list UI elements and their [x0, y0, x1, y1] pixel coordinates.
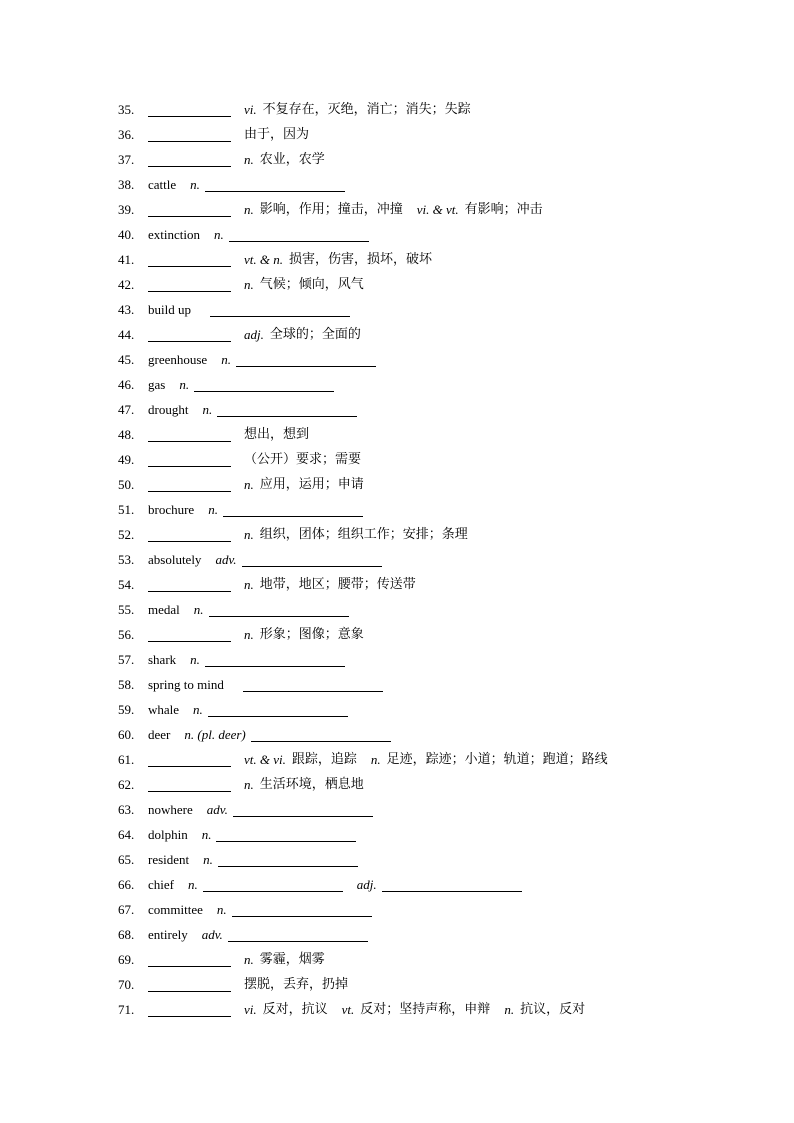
part-of-speech: n. — [244, 277, 254, 292]
item-number: 52. — [118, 527, 135, 542]
item-number: 67. — [118, 902, 135, 917]
part-of-speech: n. — [187, 877, 198, 892]
answer-blank[interactable] — [233, 802, 373, 817]
item-number: 63. — [118, 802, 135, 817]
part-of-speech: adv. — [201, 927, 223, 942]
answer-blank[interactable] — [148, 102, 231, 117]
part-of-speech: n. — [208, 502, 218, 517]
item-number: 61. — [118, 752, 135, 767]
english-word: entirely — [148, 927, 188, 942]
meaning-2: 足迹，踪迹；小道；轨道；跑道；路线 — [386, 752, 608, 767]
vocab-item — [118, 772, 758, 797]
part-of-speech: n. — [244, 952, 254, 967]
item-number: 69. — [118, 952, 135, 967]
item-number: 55. — [118, 602, 135, 617]
english-word: gas — [148, 377, 166, 392]
english-word: absolutely — [148, 552, 202, 567]
vocab-item — [118, 572, 758, 597]
part-of-speech: n. — [179, 377, 190, 392]
vocab-item — [118, 422, 758, 447]
vocab-item — [118, 647, 758, 672]
part-of-speech: n. — [244, 627, 254, 642]
item-number: 36. — [118, 127, 135, 142]
answer-blank[interactable] — [243, 677, 383, 692]
item-number: 41. — [118, 252, 135, 267]
vocab-item — [118, 97, 758, 122]
part-of-speech: n. — [244, 577, 254, 592]
answer-blank[interactable] — [228, 927, 368, 942]
answer-blank[interactable] — [148, 527, 231, 542]
vocab-item — [118, 497, 758, 522]
answer-blank[interactable] — [148, 952, 231, 967]
vocab-item — [118, 797, 758, 822]
english-word: whale — [148, 702, 180, 717]
vocab-item — [118, 822, 758, 847]
item-number: 60. — [118, 727, 135, 742]
meaning-3: 抗议，反对 — [520, 1002, 586, 1017]
english-word: nowhere — [148, 802, 193, 817]
vocab-item — [118, 372, 758, 397]
answer-blank[interactable] — [218, 852, 358, 867]
english-word: dolphin — [148, 827, 188, 842]
item-number: 70. — [118, 977, 135, 992]
english-word: spring to mind — [148, 677, 224, 692]
item-number: 45. — [118, 352, 135, 367]
item-number: 49. — [118, 452, 135, 467]
vocab-item — [118, 522, 758, 547]
item-number: 37. — [118, 152, 135, 167]
part-of-speech-2: adj. — [356, 877, 377, 892]
answer-blank[interactable] — [216, 827, 356, 842]
vocab-item — [118, 697, 758, 722]
item-number: 38. — [118, 177, 135, 192]
item-number: 53. — [118, 552, 135, 567]
meaning: 雾霾，烟雾 — [259, 952, 325, 967]
answer-blank[interactable] — [229, 227, 369, 242]
part-of-speech: n. — [203, 852, 213, 867]
vocab-item — [118, 172, 758, 197]
part-of-speech: adv. — [215, 552, 237, 567]
part-of-speech: vt. & n. — [244, 252, 283, 267]
part-of-speech: n. (pl. deer) — [184, 727, 246, 742]
english-word: chief — [148, 877, 174, 892]
english-word: greenhouse — [148, 352, 208, 367]
meaning: 组织，团体；组织工作；安排；条理 — [259, 527, 468, 542]
meaning: 反对，抗议 — [262, 1002, 328, 1017]
meaning: （公开）要求；需要 — [244, 452, 362, 467]
part-of-speech: n. — [244, 777, 254, 792]
part-of-speech: n. — [193, 702, 203, 717]
part-of-speech: n. — [244, 527, 254, 542]
part-of-speech: n. — [244, 202, 254, 217]
part-of-speech-3: n. — [504, 1002, 515, 1017]
answer-blank[interactable] — [205, 652, 345, 667]
part-of-speech-2: n. — [370, 752, 381, 767]
vocab-item — [118, 622, 758, 647]
meaning: 农业，农学 — [259, 152, 325, 167]
vocab-item — [118, 847, 758, 872]
english-word: deer — [148, 727, 171, 742]
vocab-item — [118, 322, 758, 347]
part-of-speech: n. — [202, 402, 213, 417]
meaning: 影响，作用；撞击，冲撞 — [259, 202, 403, 217]
meaning-2: 反对；坚持声称，申辩 — [360, 1002, 491, 1017]
item-number: 65. — [118, 852, 135, 867]
english-word: build up — [148, 302, 191, 317]
part-of-speech: n. — [244, 152, 254, 167]
answer-blank[interactable] — [236, 352, 376, 367]
vocab-item — [118, 597, 758, 622]
item-number: 40. — [118, 227, 135, 242]
english-word: resident — [148, 852, 190, 867]
answer-blank[interactable] — [203, 877, 343, 892]
answer-blank[interactable] — [251, 727, 391, 742]
answer-blank[interactable] — [148, 252, 231, 267]
vocab-item — [118, 672, 758, 697]
meaning: 形象；图像；意象 — [259, 627, 364, 642]
part-of-speech-2: vt. — [341, 1002, 355, 1017]
item-number: 56. — [118, 627, 135, 642]
item-number: 68. — [118, 927, 135, 942]
item-number: 47. — [118, 402, 135, 417]
vocab-item — [118, 872, 758, 897]
part-of-speech: adj. — [244, 327, 264, 342]
vocab-item — [118, 747, 758, 772]
item-number: 46. — [118, 377, 135, 392]
meaning: 由于，因为 — [244, 127, 310, 142]
english-word: brochure — [148, 502, 195, 517]
item-number: 43. — [118, 302, 135, 317]
part-of-speech: n. — [190, 652, 200, 667]
meaning: 想出，想到 — [244, 427, 310, 442]
item-number: 50. — [118, 477, 135, 492]
vocab-item — [118, 222, 758, 247]
english-word: cattle — [148, 177, 177, 192]
vocab-item — [118, 347, 758, 372]
answer-blank[interactable] — [148, 152, 231, 167]
part-of-speech: n. — [190, 177, 200, 192]
english-word: committee — [148, 902, 203, 917]
answer-blank-2[interactable] — [382, 877, 522, 892]
answer-blank[interactable] — [205, 177, 345, 192]
vocab-item — [118, 547, 758, 572]
meaning: 地带，地区；腰带；传送带 — [259, 577, 416, 592]
english-word: drought — [148, 402, 189, 417]
item-number: 62. — [118, 777, 135, 792]
meaning: 跟踪，追踪 — [291, 752, 357, 767]
part-of-speech: vi. — [244, 1002, 257, 1017]
meaning: 不复存在，灭绝，消亡；消失；失踪 — [262, 102, 471, 117]
answer-blank[interactable] — [223, 502, 363, 517]
vocab-item — [118, 897, 758, 922]
meaning-2: 有影响；冲击 — [464, 202, 543, 217]
part-of-speech: n. — [193, 602, 204, 617]
item-number: 64. — [118, 827, 135, 842]
item-number: 35. — [118, 102, 135, 117]
meaning: 摆脱，丢弃，扔掉 — [244, 977, 349, 992]
answer-blank[interactable] — [148, 452, 231, 467]
vocab-item — [118, 922, 758, 947]
vocabulary-list — [118, 97, 758, 1022]
answer-blank[interactable] — [242, 552, 382, 567]
answer-blank[interactable] — [148, 752, 231, 767]
item-number: 54. — [118, 577, 135, 592]
part-of-speech: n. — [221, 352, 231, 367]
item-number: 42. — [118, 277, 135, 292]
item-number: 44. — [118, 327, 135, 342]
part-of-speech: vi. — [244, 102, 257, 117]
vocab-item — [118, 247, 758, 272]
answer-blank[interactable] — [148, 277, 231, 292]
answer-blank[interactable] — [148, 977, 231, 992]
english-word: extinction — [148, 227, 200, 242]
vocab-item — [118, 297, 758, 322]
vocab-item — [118, 972, 758, 997]
answer-blank[interactable] — [148, 202, 231, 217]
answer-blank[interactable] — [194, 377, 334, 392]
answer-blank[interactable] — [148, 427, 231, 442]
part-of-speech: n. — [214, 227, 224, 242]
item-number: 66. — [118, 877, 135, 892]
item-number: 59. — [118, 702, 135, 717]
vocab-item — [118, 272, 758, 297]
answer-blank[interactable] — [232, 902, 372, 917]
answer-blank[interactable] — [148, 327, 231, 342]
part-of-speech-2: vi. & vt. — [416, 202, 459, 217]
item-number: 48. — [118, 427, 135, 442]
meaning: 气候；倾向，风气 — [259, 277, 364, 292]
vocab-item — [118, 947, 758, 972]
english-word: shark — [148, 652, 177, 667]
vocab-item — [118, 147, 758, 172]
meaning: 生活环境，栖息地 — [259, 777, 364, 792]
part-of-speech: n. — [216, 902, 227, 917]
meaning: 应用，运用；申请 — [259, 477, 364, 492]
part-of-speech: adv. — [206, 802, 228, 817]
answer-blank[interactable] — [148, 477, 231, 492]
answer-blank[interactable] — [209, 602, 349, 617]
item-number: 39. — [118, 202, 135, 217]
vocab-item — [118, 997, 758, 1022]
answer-blank[interactable] — [148, 1002, 231, 1017]
vocab-item — [118, 397, 758, 422]
answer-blank[interactable] — [148, 577, 231, 592]
meaning: 损害，伤害，损坏，破坏 — [289, 252, 433, 267]
vocab-item — [118, 122, 758, 147]
vocab-item — [118, 197, 758, 222]
item-number: 58. — [118, 677, 135, 692]
item-number: 71. — [118, 1002, 135, 1017]
answer-blank[interactable] — [148, 777, 231, 792]
answer-blank[interactable] — [148, 127, 231, 142]
item-number: 57. — [118, 652, 135, 667]
vocab-item — [118, 447, 758, 472]
answer-blank[interactable] — [208, 702, 348, 717]
answer-blank[interactable] — [217, 402, 357, 417]
part-of-speech: n. — [244, 477, 254, 492]
part-of-speech: n. — [201, 827, 212, 842]
vocab-item — [118, 472, 758, 497]
answer-blank[interactable] — [148, 627, 231, 642]
item-number: 51. — [118, 502, 135, 517]
english-word: medal — [148, 602, 180, 617]
answer-blank[interactable] — [210, 302, 350, 317]
meaning: 全球的；全面的 — [269, 327, 361, 342]
vocab-item — [118, 722, 758, 747]
part-of-speech: vt. & vi. — [244, 752, 286, 767]
